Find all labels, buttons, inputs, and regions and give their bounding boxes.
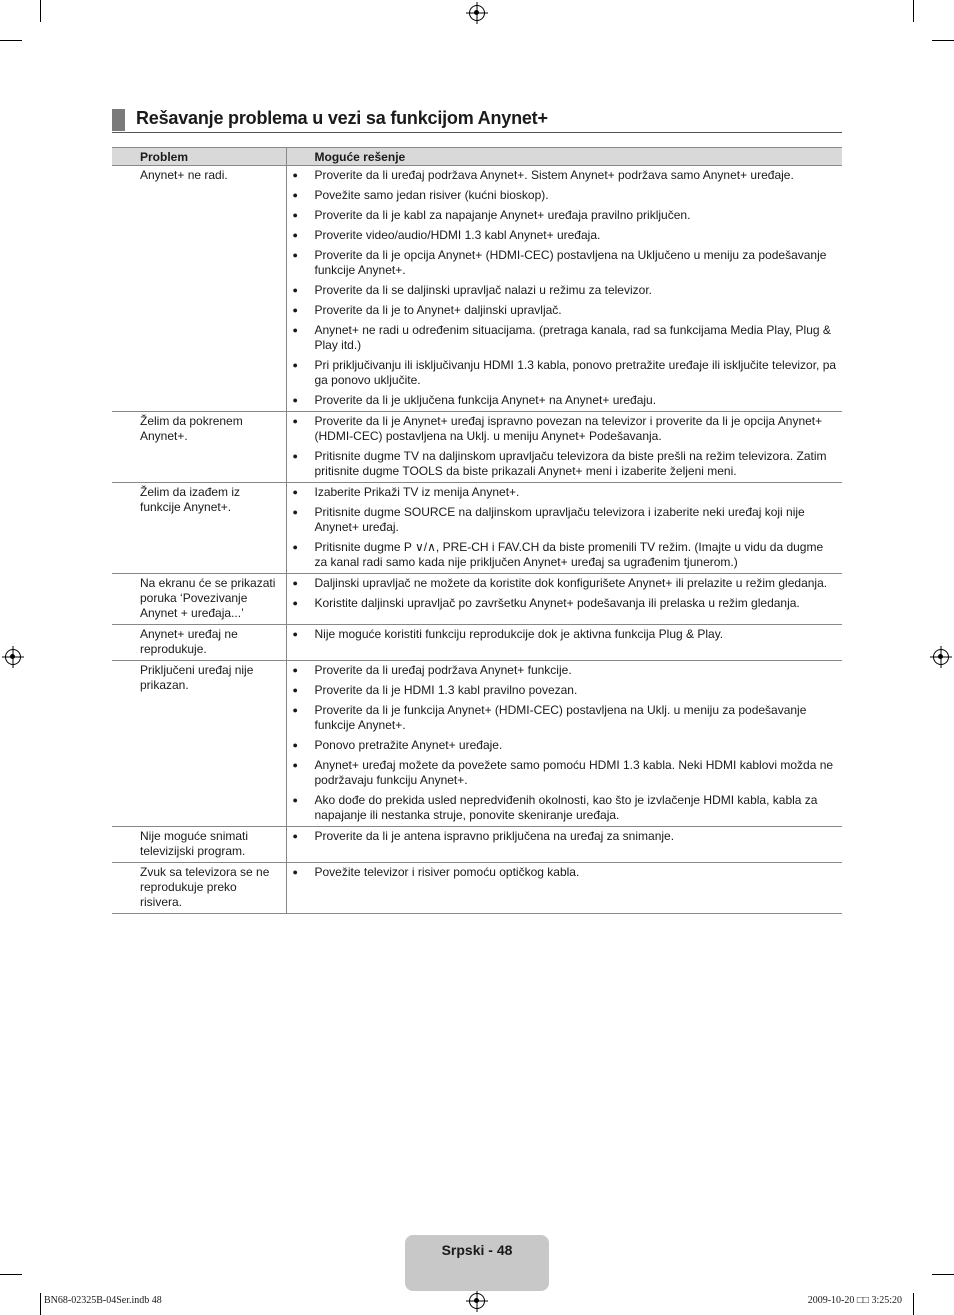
- problem-cell: Na ekranu će se prikazati poruka ‘Povezivanje Anynet + uređaja...’: [112, 574, 286, 625]
- troubleshooting-table: [112, 147, 842, 914]
- solution-cell: [286, 574, 842, 625]
- problem-cell: Priključeni uređaj nije prikazan.: [112, 661, 286, 827]
- solution-list: [287, 829, 843, 844]
- page-number-label: Srpski - 48: [441, 1242, 513, 1258]
- problem-cell: Želim da pokrenem Anynet+.: [112, 412, 286, 483]
- list-item: ● Anynet+ ne radi u određenim situacijama. (pretraga kanala, rad sa funkcijama Media Play, Plug & Play itd.): [287, 323, 843, 353]
- list-item: ● Proverite da li je antena ispravno priključena na uređaj za snimanje.: [287, 829, 843, 844]
- table-row: [112, 827, 842, 863]
- registration-mark-icon: [469, 1293, 485, 1309]
- table-row: [112, 661, 842, 827]
- list-item: ● Pritisnite dugme SOURCE na daljinskom upravljaču televizora i izaberite neki uređaj koji nije Anynet+ uređaj.: [287, 505, 843, 535]
- registration-mark-icon: [5, 649, 21, 665]
- solution-list: [287, 627, 843, 642]
- crop-mark: [0, 40, 22, 41]
- list-item: ● Proverite da li uređaj podržava Anynet+ funkcije.: [287, 663, 843, 678]
- list-item: ● Izaberite Prikaži TV iz menija Anynet+.: [287, 485, 843, 500]
- list-item: ● Pritisnite dugme P ∨/∧, PRE-CH i FAV.CH da biste promenili TV režim. (Imajte u vidu da dugme za kanal radi samo kada nije priključen Anynet+ uređaj sa ugrađenim tjunerom.): [287, 540, 843, 570]
- list-item: ● Povežite samo jedan risiver (kućni bioskop).: [287, 188, 843, 203]
- list-item: ● Proverite da li je Anynet+ uređaj ispravno povezan na televizor i proverite da li je opcija Anynet+ (HDMI-CEC) postavljena na Uklj. u meniju Anynet+ Podešavanja.: [287, 414, 843, 444]
- list-item: ● Ponovo pretražite Anynet+ uređaje.: [287, 738, 843, 753]
- timestamp-slug: 2009-10-20 □□ 3:25:20: [807, 1295, 902, 1306]
- solution-list: [287, 865, 843, 880]
- page-title: Rešavanje problema u vezi sa funkcijom Anynet+: [136, 108, 548, 128]
- list-item: ● Ako dođe do prekida usled nepredviđenih okolnosti, kao što je izvlačenje HDMI kabla, kabla za napajanje ili nestanka struje, ponovite skeniranje uređaja.: [287, 793, 843, 823]
- solution-cell: [286, 166, 842, 412]
- solution-cell: [286, 483, 842, 574]
- problem-cell: Nije moguće snimati televizijski program.: [112, 827, 286, 863]
- list-item: ● Pritisnite dugme TV na daljinskom upravljaču televizora da biste prešli na režim televizora. Zatim pritisnite dugme TOOLS da biste prikazali Anynet+ meni i izaberite željeni meni.: [287, 449, 843, 479]
- solution-list: [287, 485, 843, 570]
- solution-cell: [286, 863, 842, 914]
- list-item: ● Nije moguće koristiti funkciju reprodukcije dok je aktivna funkcija Plug & Play.: [287, 627, 843, 642]
- section-header: [112, 108, 842, 133]
- list-item: ● Anynet+ uređaj možete da povežete samo pomoću HDMI 1.3 kabla. Neki HDMI kablovi možda ne podržavaju funkciju Anynet+.: [287, 758, 843, 788]
- solution-list: [287, 663, 843, 823]
- title-accent-bar: [112, 109, 125, 131]
- crop-mark: [913, 0, 914, 22]
- list-item: ● Proverite da li je uključena funkcija Anynet+ na Anynet+ uređaju.: [287, 393, 843, 408]
- column-header-solution: Moguće rešenje: [286, 148, 842, 166]
- table-row: [112, 625, 842, 661]
- list-item: ● Proverite video/audio/HDMI 1.3 kabl Anynet+ uređaja.: [287, 228, 843, 243]
- list-item: ● Proverite da li je HDMI 1.3 kabl pravilno povezan.: [287, 683, 843, 698]
- list-item: ● Proverite da li je opcija Anynet+ (HDMI-CEC) postavljena na Uključeno u meniju za podešavanje funkcije Anynet+.: [287, 248, 843, 278]
- crop-mark: [40, 1293, 41, 1315]
- table-header-row: [112, 148, 842, 166]
- solution-list: [287, 414, 843, 479]
- crop-mark: [0, 1274, 22, 1275]
- list-item: ● Daljinski upravljač ne možete da koristite dok konfigurišete Anynet+ ili prelazite u režim gledanja.: [287, 576, 843, 591]
- list-item: ● Proverite da li se daljinski upravljač nalazi u režimu za televizor.: [287, 283, 843, 298]
- list-item: ● Proverite da li uređaj podržava Anynet+. Sistem Anynet+ podržava samo Anynet+ uređaje.: [287, 168, 843, 183]
- solution-list: [287, 168, 843, 408]
- page-number-tab: [405, 1235, 549, 1291]
- crop-mark: [932, 1274, 954, 1275]
- list-item: ● Proverite da li je to Anynet+ daljinski upravljač.: [287, 303, 843, 318]
- problem-cell: Anynet+ ne radi.: [112, 166, 286, 412]
- table-row: [112, 483, 842, 574]
- solution-cell: [286, 661, 842, 827]
- crop-mark: [913, 1293, 914, 1315]
- table-row: [112, 166, 842, 412]
- crop-mark: [40, 0, 41, 22]
- column-header-problem: Problem: [112, 148, 286, 166]
- problem-cell: Anynet+ uređaj ne reprodukuje.: [112, 625, 286, 661]
- solution-cell: [286, 412, 842, 483]
- table-row: [112, 574, 842, 625]
- list-item: ● Pri priključivanju ili isključivanju HDMI 1.3 kabla, ponovo pretražite uređaje ili isključite televizor, pa ga ponovo uključite.: [287, 358, 843, 388]
- crop-mark: [932, 40, 954, 41]
- list-item: ● Povežite televizor i risiver pomoću optičkog kabla.: [287, 865, 843, 880]
- problem-cell: Zvuk sa televizora se ne reprodukuje preko risivera.: [112, 863, 286, 914]
- list-item: ● Proverite da li je funkcija Anynet+ (HDMI-CEC) postavljena na Uklj. u meniju za podešavanje funkcije Anynet+.: [287, 703, 843, 733]
- solution-list: [287, 576, 843, 611]
- solution-cell: [286, 625, 842, 661]
- registration-mark-icon: [469, 5, 485, 21]
- list-item: ● Koristite daljinski upravljač po završetku Anynet+ podešavanja ili prelaska u režim gledanja.: [287, 596, 843, 611]
- file-name-slug: BN68-02325B-04Ser.indb 48: [44, 1295, 162, 1306]
- solution-cell: [286, 827, 842, 863]
- table-row: [112, 412, 842, 483]
- table-row: [112, 863, 842, 914]
- problem-cell: Želim da izađem iz funkcije Anynet+.: [112, 483, 286, 574]
- registration-mark-icon: [933, 649, 949, 665]
- list-item: ● Proverite da li je kabl za napajanje Anynet+ uređaja pravilno priključen.: [287, 208, 843, 223]
